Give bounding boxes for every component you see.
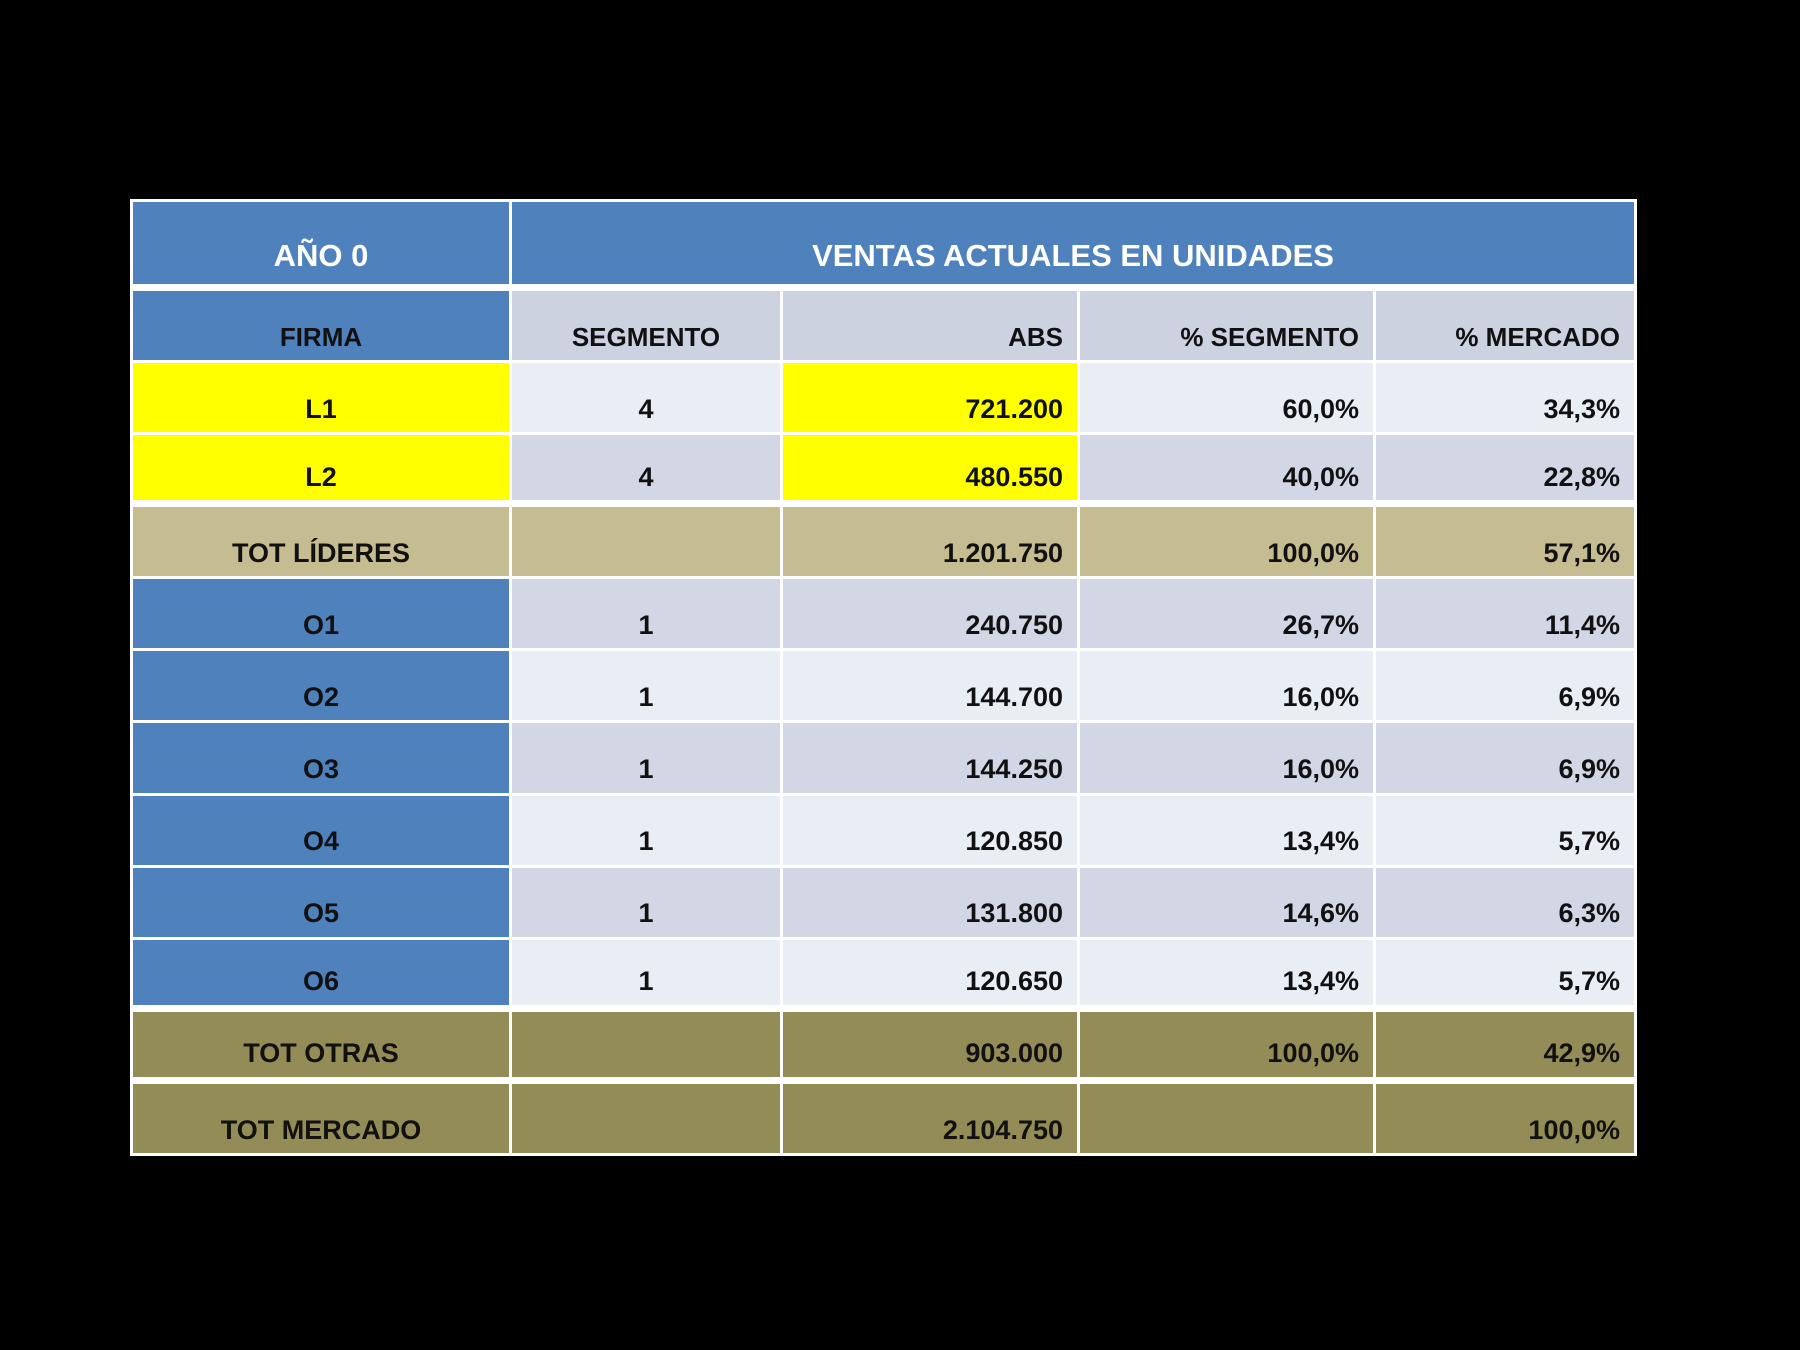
cell-o2-segmento: 1	[512, 651, 780, 720]
cell-tot-otras-pct-segmento: 100,0%	[1080, 1012, 1373, 1081]
cell-tot-mercado-firma: TOT MERCADO	[133, 1084, 509, 1153]
cell-tot-lideres-pct-segmento: 100,0%	[1080, 507, 1373, 576]
cell-l1-abs: 721.200	[783, 363, 1077, 432]
sales-table	[130, 199, 1637, 1156]
row-o6	[133, 940, 1634, 1009]
col-header-pct-segmento: % SEGMENTO	[1080, 291, 1373, 360]
row-o1	[133, 579, 1634, 648]
cell-tot-mercado-pct-segmento	[1080, 1084, 1373, 1153]
row-tot-mercado	[133, 1084, 1634, 1153]
row-o4	[133, 796, 1634, 865]
cell-o4-abs: 120.850	[783, 796, 1077, 865]
cell-o3-pct-mercado: 6,9%	[1376, 723, 1634, 792]
cell-l2-pct-segmento: 40,0%	[1080, 435, 1373, 504]
cell-o5-abs: 131.800	[783, 868, 1077, 937]
row-o5	[133, 868, 1634, 937]
cell-tot-lideres-segmento	[512, 507, 780, 576]
cell-o2-pct-segmento: 16,0%	[1080, 651, 1373, 720]
cell-o5-segmento: 1	[512, 868, 780, 937]
cell-o6-firma: O6	[133, 940, 509, 1009]
cell-o6-pct-segmento: 13,4%	[1080, 940, 1373, 1009]
title-row	[133, 202, 1634, 288]
cell-o1-segmento: 1	[512, 579, 780, 648]
cell-l2-firma: L2	[133, 435, 509, 504]
cell-o6-abs: 120.650	[783, 940, 1077, 1009]
row-o3	[133, 723, 1634, 792]
cell-tot-otras-abs: 903.000	[783, 1012, 1077, 1081]
col-header-pct-mercado: % MERCADO	[1376, 291, 1634, 360]
row-tot-lideres	[133, 507, 1634, 576]
cell-o1-pct-segmento: 26,7%	[1080, 579, 1373, 648]
cell-l1-segmento: 4	[512, 363, 780, 432]
cell-l2-segmento: 4	[512, 435, 780, 504]
cell-o4-pct-segmento: 13,4%	[1080, 796, 1373, 865]
cell-tot-lideres-firma: TOT LÍDERES	[133, 507, 509, 576]
cell-o4-segmento: 1	[512, 796, 780, 865]
cell-o5-pct-mercado: 6,3%	[1376, 868, 1634, 937]
cell-o1-pct-mercado: 11,4%	[1376, 579, 1634, 648]
cell-o4-pct-mercado: 5,7%	[1376, 796, 1634, 865]
cell-o6-pct-mercado: 5,7%	[1376, 940, 1634, 1009]
cell-o3-segmento: 1	[512, 723, 780, 792]
cell-tot-lideres-pct-mercado: 57,1%	[1376, 507, 1634, 576]
col-header-segmento: SEGMENTO	[512, 291, 780, 360]
cell-o5-firma: O5	[133, 868, 509, 937]
cell-tot-otras-pct-mercado: 42,9%	[1376, 1012, 1634, 1081]
table-title-cell: VENTAS ACTUALES EN UNIDADES	[512, 202, 1634, 288]
cell-o3-abs: 144.250	[783, 723, 1077, 792]
row-l2	[133, 435, 1634, 504]
cell-tot-mercado-segmento	[512, 1084, 780, 1153]
row-tot-otras	[133, 1012, 1634, 1081]
cell-l1-firma: L1	[133, 363, 509, 432]
cell-o2-abs: 144.700	[783, 651, 1077, 720]
row-l1	[133, 363, 1634, 432]
row-o2	[133, 651, 1634, 720]
cell-tot-otras-segmento	[512, 1012, 780, 1081]
year-label-cell: AÑO 0	[133, 202, 509, 288]
cell-l1-pct-mercado: 34,3%	[1376, 363, 1634, 432]
col-header-abs: ABS	[783, 291, 1077, 360]
column-header-row	[133, 291, 1634, 360]
cell-o2-pct-mercado: 6,9%	[1376, 651, 1634, 720]
cell-tot-otras-firma: TOT OTRAS	[133, 1012, 509, 1081]
cell-o1-firma: O1	[133, 579, 509, 648]
cell-o3-firma: O3	[133, 723, 509, 792]
cell-tot-mercado-pct-mercado: 100,0%	[1376, 1084, 1634, 1153]
cell-l2-pct-mercado: 22,8%	[1376, 435, 1634, 504]
cell-o4-firma: O4	[133, 796, 509, 865]
cell-o2-firma: O2	[133, 651, 509, 720]
cell-l2-abs: 480.550	[783, 435, 1077, 504]
cell-tot-lideres-abs: 1.201.750	[783, 507, 1077, 576]
cell-o3-pct-segmento: 16,0%	[1080, 723, 1373, 792]
cell-l1-pct-segmento: 60,0%	[1080, 363, 1373, 432]
cell-tot-mercado-abs: 2.104.750	[783, 1084, 1077, 1153]
col-header-firma: FIRMA	[133, 291, 509, 360]
cell-o6-segmento: 1	[512, 940, 780, 1009]
cell-o5-pct-segmento: 14,6%	[1080, 868, 1373, 937]
cell-o1-abs: 240.750	[783, 579, 1077, 648]
